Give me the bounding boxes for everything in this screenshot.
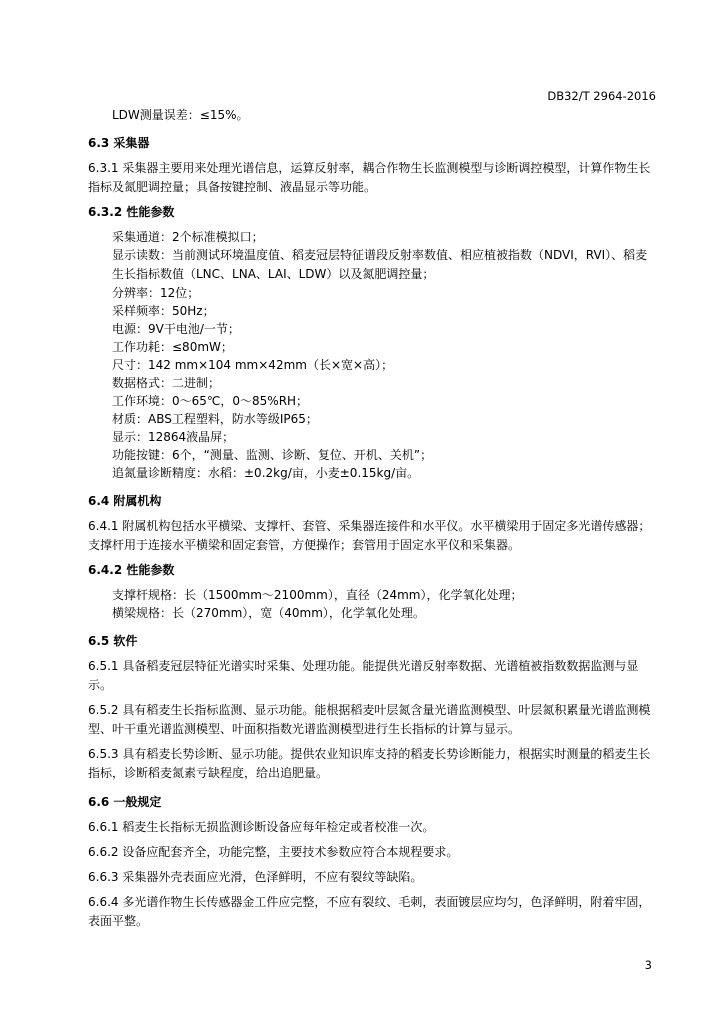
spec-resolution: 分辨率：12位； (112, 286, 200, 300)
ldw-error-line: LDW测量误差：≤15%。 (112, 108, 249, 122)
page-body (88, 106, 658, 931)
section-heading-6-3-2: 6.3.2 性能参数 (88, 205, 175, 219)
spec-consumption: 工作功耗：≤80mW； (112, 340, 233, 354)
spec-display-readings-text: 显示读数：当前测试环境温度值、稻麦冠层特征谱段反射率数值、相应植被指数（NDVI，RVI）、稻麦生长指标数值（LNC、LNA、LAI、LDW）以及氮肥调控量； (112, 248, 648, 281)
section-heading-6-3: 6.3 采集器 (88, 136, 150, 150)
clause-6-6-1: 6.6.1 稻麦生长指标无损监测诊断设备应每年检定或者校准一次。 (88, 820, 435, 834)
spec-data-format: 数据格式：二进制； (112, 376, 221, 390)
clause-6-6-2: 6.6.2 设备应配套齐全，功能完整，主要技术参数应符合本规程要求。 (88, 845, 459, 859)
spec-lcd: 显示：12864液晶屏； (112, 430, 235, 444)
spec-material: 材质：ABS工程塑料，防水等级IP65； (112, 412, 318, 426)
standard-code: DB32/T 2964-2016 (547, 89, 656, 103)
spec-power: 电源：9V干电池/一节； (112, 322, 240, 336)
spec-function-keys: 功能按键：6个，“测量、监测、诊断、复位、开机、关机”； (112, 448, 433, 462)
section-heading-6-4-2: 6.4.2 性能参数 (88, 563, 175, 577)
clause-6-5-1: 6.5.1 具备稻麦冠层特征光谱实时采集、处理功能。能提供光谱反射率数据、光谱植被指数数据监测与显示。 (88, 659, 639, 692)
page-number: 3 (644, 958, 652, 972)
spec-support-pole: 支撑杆规格：长（1500mm～2100mm），直径（24mm），化学氧化处理； (112, 588, 523, 602)
clause-6-6-4: 6.6.4 多光谱作物生长传感器金工件应完整，不应有裂纹、毛刺，表面镀层应均匀，色泽鲜明，附着牢固，表面平整。 (88, 895, 651, 928)
spec-channels: 采集通道：2个标准模拟口； (112, 230, 264, 244)
spec-accuracy: 追氮量诊断精度：水稻：±0.2kg/亩，小麦±0.15kg/亩。 (112, 466, 420, 480)
spec-size: 尺寸：142 mm×104 mm×42mm（长×宽×高）； (112, 358, 394, 372)
clause-6-5-3: 6.5.3 具有稻麦长势诊断、显示功能。提供农业知识库支持的稻麦长势诊断能力，根据实时测量的稻麦生长指标，诊断稻麦氮素亏缺程度，给出追肥量。 (88, 747, 651, 780)
spec-environment: 工作环境：0～65℃，0～85%RH； (112, 394, 309, 408)
clause-6-6-3: 6.6.3 采集器外壳表面应光滑，色泽鲜明，不应有裂纹等缺陷。 (88, 870, 423, 884)
section-heading-6-4: 6.4 附属机构 (88, 494, 162, 508)
clause-6-3-1: 6.3.1 采集器主要用来处理光谱信息，运算反射率，耦合作物生长监测模型与诊断调控模型，计算作物生长指标及氮肥调控量；具备按键控制、液晶显示等功能。 (88, 161, 651, 194)
clause-6-5-2: 6.5.2 具有稻麦生长指标监测、显示功能。能根据稻麦叶层氮含量光谱监测模型、叶层氮积累量光谱监测模型、叶干重光谱监测模型、叶面积指数光谱监测模型进行生长指标的计算与显示。 (88, 703, 651, 736)
spec-display-readings (88, 246, 658, 284)
spec-sampling-frequency: 采样频率：50Hz； (112, 304, 215, 318)
section-heading-6-6: 6.6 一般规定 (88, 795, 162, 809)
clause-6-4-1: 6.4.1 附属机构包括水平横梁、支撑杆、套管、采集器连接件和水平仪。水平横梁用于固定多光谱传感器；支撑杆用于连接水平横梁和固定套管，方便操作；套管用于固定水平仪和采集器。 (88, 519, 651, 552)
section-heading-6-5: 6.5 软件 (88, 634, 138, 648)
spec-beam: 横梁规格：长（270mm），宽（40mm），化学氧化处理。 (112, 606, 425, 620)
